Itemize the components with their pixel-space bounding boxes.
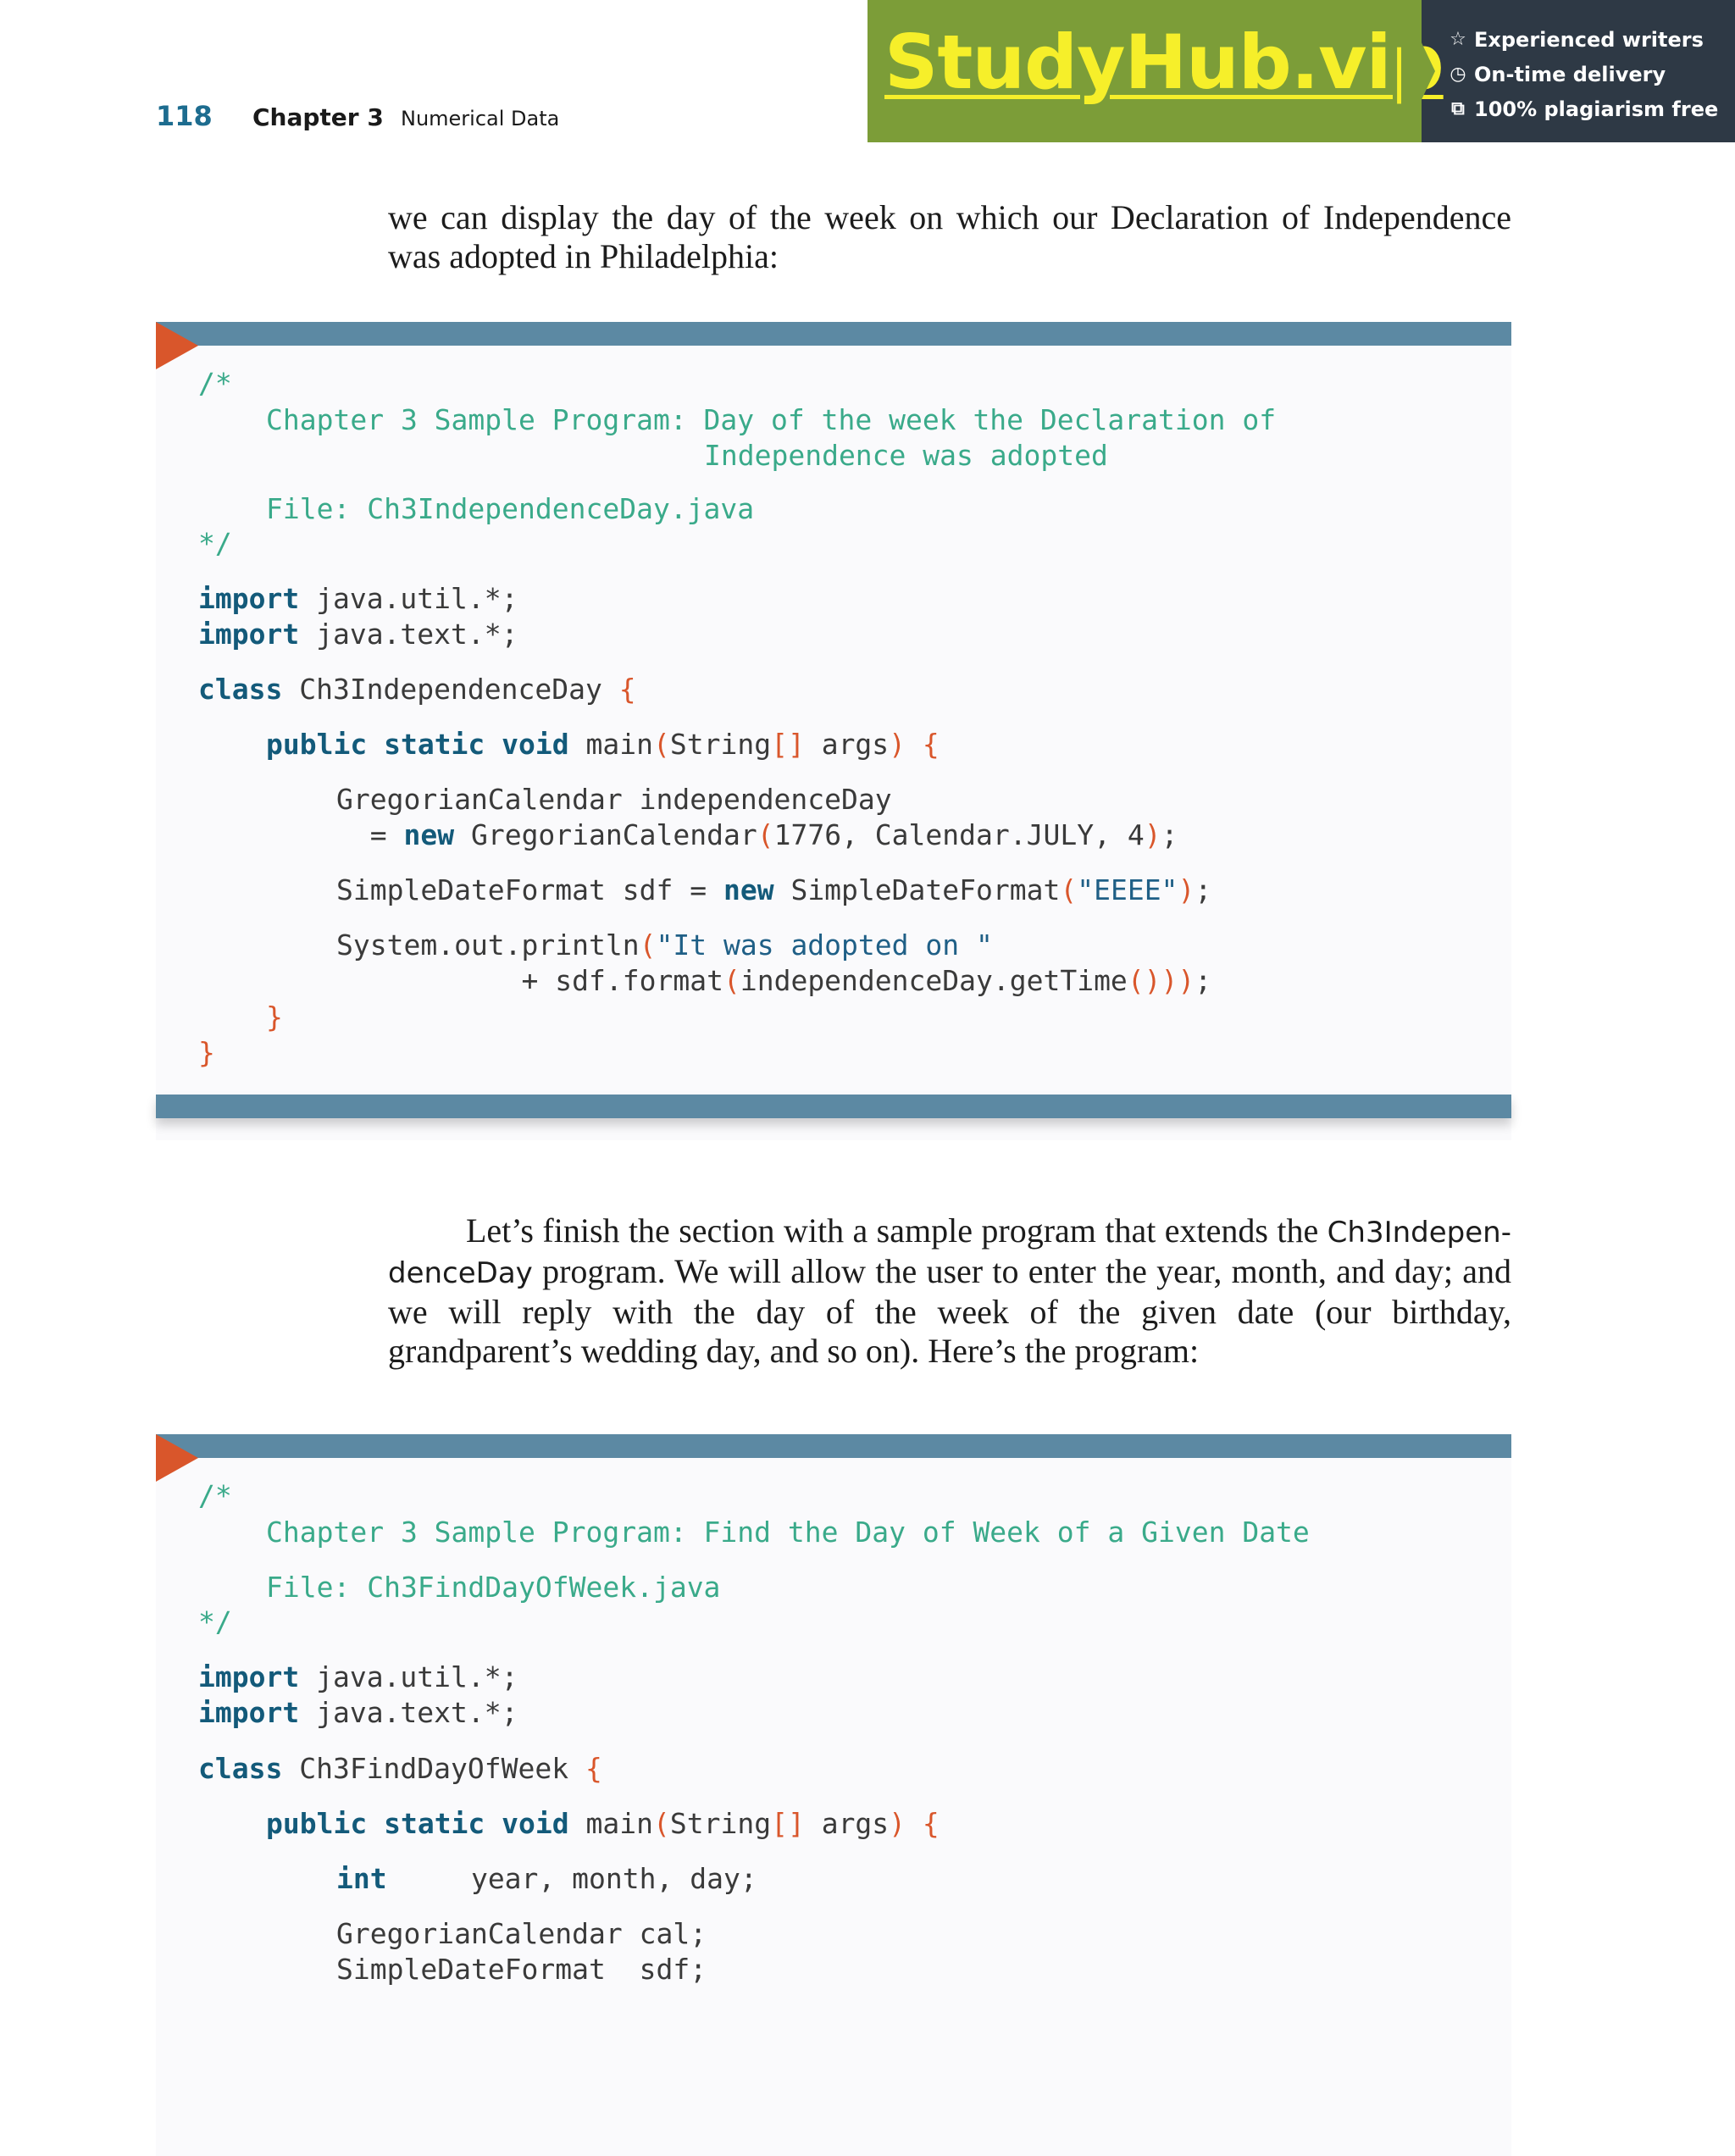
- code-text: args: [804, 1807, 890, 1840]
- code-text: SimpleDateFormat: [773, 873, 1061, 906]
- code-comment-file: File: Ch3IndependenceDay.java: [266, 492, 755, 525]
- page-number: 118: [156, 100, 213, 132]
- code-marker-triangle: [156, 1434, 198, 1482]
- code-class-decl: [198, 1751, 602, 1787]
- code-int-decl: [336, 1861, 757, 1897]
- code-comment-open: /*: [198, 1479, 232, 1512]
- code-calendar-decl: GregorianCalendar independenceDay: [336, 783, 892, 816]
- code-text: + sdf.format: [336, 964, 723, 997]
- code-text: Ch3IndependenceDay: [282, 673, 619, 706]
- code-text: java.text.*;: [299, 618, 518, 651]
- code-import-text: [198, 1695, 518, 1731]
- ad-feature-label: Experienced writers: [1474, 27, 1704, 52]
- code-keyword: import: [198, 1660, 300, 1693]
- code-keyword: void: [485, 1807, 569, 1840]
- code-comment-title: Chapter 3 Sample Program: Day of the week the Declaration of: [266, 403, 1277, 436]
- code-brackets: []: [771, 1807, 805, 1840]
- code-keyword: import: [198, 582, 300, 615]
- code-keyword: static: [367, 1807, 485, 1840]
- code-text: args: [804, 728, 890, 761]
- code-listing-independence-day: [156, 322, 1511, 1140]
- code-top-bar: [156, 322, 1511, 346]
- star-icon: ☆: [1450, 29, 1466, 50]
- code-text: String: [669, 1807, 772, 1840]
- code-keyword: import: [198, 618, 300, 651]
- code-brackets: []: [771, 728, 805, 761]
- code-paren: (: [639, 928, 657, 962]
- code-string: "EEEE": [1077, 873, 1178, 906]
- copy-icon: ⧉: [1451, 98, 1465, 119]
- code-paren: (: [757, 818, 774, 851]
- code-paren: ())): [1127, 964, 1195, 997]
- code-keyword: public: [266, 728, 368, 761]
- chapter-label: Chapter 3: [252, 103, 384, 131]
- body-text-before: Let’s finish the section with a sample program that extends the: [466, 1211, 1319, 1250]
- code-paren: (: [723, 964, 740, 997]
- code-text: ;: [1195, 873, 1212, 906]
- code-println-cont: [336, 963, 1211, 999]
- code-text: year, month, day;: [386, 1862, 757, 1895]
- body-text: [388, 1211, 1511, 1371]
- code-marker-triangle: [156, 322, 198, 369]
- code-comment-title-cont: Independence was adopted: [704, 439, 1108, 472]
- code-top-bar: [156, 1434, 1511, 1458]
- code-keyword: void: [485, 728, 569, 761]
- code-paren: ): [889, 1807, 906, 1840]
- code-class-decl: [198, 672, 636, 707]
- code-string: "It was adopted on ": [656, 928, 993, 962]
- code-text: 1776, Calendar.JULY, 4: [773, 818, 1145, 851]
- code-text: GregorianCalendar: [454, 818, 757, 851]
- body-text-after: program. We will allow the user to enter the year, month, and day; and we will reply with the day of the week of the given date (our birthday, grandparent’s wedding day, and so on). Here’s the program:: [388, 1252, 1512, 1370]
- code-comment-open: /*: [198, 367, 232, 400]
- code-paren: (: [1060, 873, 1078, 906]
- code-listing-find-day-of-week: [156, 1434, 1511, 2156]
- ad-feature-list: [1447, 22, 1718, 126]
- code-calendar-init: [336, 818, 1178, 853]
- code-brace: {: [618, 673, 636, 706]
- code-paren: (: [652, 1807, 670, 1840]
- code-brace-close-main: }: [266, 1000, 283, 1034]
- code-bottom-bar: [156, 1095, 1511, 1118]
- code-keyword: int: [336, 1862, 387, 1895]
- class-name-inline: Ch3Indepen-denceDay: [388, 1216, 1511, 1290]
- ad-arrow-shape: [1401, 0, 1435, 142]
- chapter-title: Numerical Data: [401, 107, 560, 130]
- code-sdf-decl: SimpleDateFormat sdf;: [336, 1953, 707, 1986]
- code-keyword: class: [198, 1752, 283, 1785]
- ad-feature-label: 100% plagiarism free: [1474, 97, 1719, 121]
- code-cal-decl: GregorianCalendar cal;: [336, 1917, 707, 1950]
- code-text: independenceDay.getTime: [740, 964, 1128, 997]
- ad-feature-item: [1447, 57, 1718, 91]
- code-brace: {: [922, 1807, 940, 1840]
- code-keyword: class: [198, 673, 283, 706]
- code-import-util: [198, 1660, 518, 1695]
- code-import-util: [198, 581, 518, 617]
- code-text: System.out.println: [336, 928, 640, 962]
- code-text: main: [568, 728, 653, 761]
- code-text: String: [669, 728, 772, 761]
- code-main-decl: [266, 1806, 940, 1842]
- code-import-text: [198, 617, 518, 652]
- code-brace: {: [922, 728, 940, 761]
- code-comment-file: File: Ch3FindDayOfWeek.java: [266, 1571, 721, 1604]
- code-text: java.util.*;: [299, 1660, 518, 1693]
- code-paren: ): [889, 728, 906, 761]
- intro-text: we can display the day of the week on which our Declaration of Independence was adopted in Philadelphia:: [388, 198, 1511, 275]
- ad-banner[interactable]: [868, 0, 1735, 142]
- ad-logo-panel: [868, 0, 1444, 142]
- code-brace-close-class: }: [198, 1036, 215, 1069]
- intro-paragraph: [388, 198, 1511, 276]
- code-keyword: new: [403, 818, 455, 851]
- code-comment-title: Chapter 3 Sample Program: Find the Day of Week of a Given Date: [266, 1516, 1310, 1549]
- code-brace: {: [585, 1752, 602, 1785]
- clock-icon: ◷: [1450, 64, 1466, 85]
- body-paragraph: [388, 1211, 1511, 1371]
- code-text: java.util.*;: [299, 582, 518, 615]
- code-text: Ch3FindDayOfWeek: [282, 1752, 585, 1785]
- code-paren: (: [652, 728, 670, 761]
- code-sdf-decl: [336, 873, 1211, 908]
- code-text: ;: [1161, 818, 1178, 851]
- code-text: java.text.*;: [299, 1696, 518, 1729]
- code-paren: ): [1144, 818, 1161, 851]
- code-keyword: public: [266, 1807, 368, 1840]
- code-text: main: [568, 1807, 653, 1840]
- ad-feature-label: On-time delivery: [1474, 62, 1666, 86]
- code-keyword: new: [723, 873, 774, 906]
- code-comment-close: */: [198, 527, 232, 560]
- ad-feature-item: [1447, 91, 1718, 126]
- code-text: ;: [1195, 964, 1212, 997]
- code-keyword: import: [198, 1696, 300, 1729]
- code-text: =: [336, 818, 404, 851]
- code-paren: ): [1178, 873, 1195, 906]
- ad-feature-item: [1447, 22, 1718, 57]
- code-keyword: static: [367, 728, 485, 761]
- code-main-decl: [266, 727, 940, 762]
- code-text: SimpleDateFormat sdf =: [336, 873, 723, 906]
- code-println: [336, 928, 993, 963]
- ad-logo[interactable]: StudyHub.vip: [884, 19, 1444, 106]
- code-comment-close: */: [198, 1605, 232, 1638]
